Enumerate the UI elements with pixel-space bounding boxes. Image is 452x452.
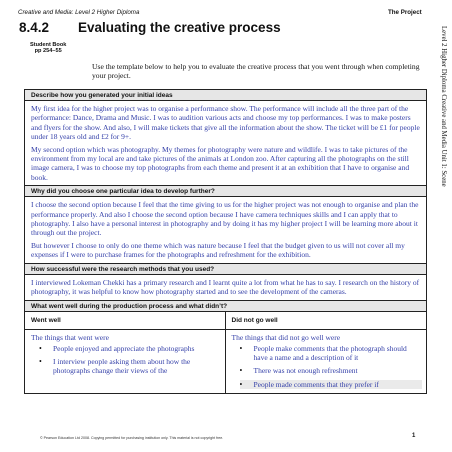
answer-paragraph: I interviewed Lokeman Chekki has a primary research and I learnt quite a lot from what he has to say. I research on the history of photography, it was helpful to know how photography started and to see the development of the cameras. — [31, 277, 420, 297]
question-prompt: Describe how you generated your initial ideas — [25, 90, 426, 101]
running-header-right: The Project — [388, 9, 422, 16]
answer-cell[interactable] — [25, 101, 426, 186]
section-number: 8.4.2 — [19, 20, 50, 35]
production-evaluation-split — [25, 312, 426, 393]
not-well-column[interactable] — [226, 312, 427, 393]
question-prompt: Why did you choose one particular idea to develop further? — [25, 186, 426, 197]
page-number: 1 — [412, 433, 416, 439]
list-item — [240, 344, 423, 362]
reference-line-1: Student Book — [30, 42, 67, 48]
instructions-text: Use the template below to help you to evaluate the creative process that you went through when completing your project. — [92, 62, 420, 81]
answer-cell[interactable] — [25, 197, 426, 263]
answer-paragraph: I choose the second option because I feel that the time giving to us for the higher project was not enough to organise and plan the performance properly. And also I choose the second option because I have camera techniques skills and I can apply that to photography. I also have a personal interest in photography and by doing it has my higher project I will be learning more about it through out the project. — [31, 200, 419, 238]
bullet-icon: • — [39, 357, 42, 367]
bullet-icon: • — [239, 343, 243, 353]
question-prompt: What went well during the production process and what didn’t? — [25, 301, 426, 312]
list-item — [240, 366, 423, 375]
bullet-icon: • — [239, 379, 243, 389]
list-item — [39, 357, 221, 375]
not-well-list — [226, 342, 427, 389]
list-item-text: People enjoyed and appreciate the photographs — [53, 343, 195, 353]
student-book-reference — [30, 42, 66, 55]
not-well-intro: The things that did not go well were — [231, 332, 341, 342]
list-item — [39, 344, 221, 353]
went-well-list — [25, 342, 225, 376]
copyright-footer: © Pearson Education Ltd 2008. Copying permitted for purchasing institution only. This material is not copyright free. — [40, 436, 224, 440]
vertical-sidebar — [437, 26, 447, 266]
question-prompt: How successful were the research methods that you used? — [25, 264, 426, 275]
section-title: Evaluating the creative process — [78, 20, 281, 35]
not-well-heading: Did not go well — [226, 312, 427, 330]
answer-paragraph: My second option which was photography. My themes for photography were nature and wildlife. I was to take pictures of the environment from my local are and take pictures of the animals at London zoo. After capturing all the photographs on the still image camera, I was to choose my top photographs from each theme and present it at an exhibition that I have to organise and book. — [31, 144, 410, 182]
answer-paragraph: My first idea for the higher project was to organise a performance show. The performance will include all the three part of the performance: Dance, Drama and Music. I was to audition various acts and choose my top performances. I was to make posters and flyers for the show. And also, I will make tickets that give all the information about the show. The ticket will be £1 for people under 18 years old and £2 for 9+. — [31, 104, 420, 142]
list-item-text: I interview people asking them about how the photographs change their views of the — [53, 357, 191, 376]
list-item-text: There was not enough refreshment — [253, 366, 358, 376]
bullet-icon: • — [239, 366, 243, 376]
list-item-text: People make comments that the photograph should have a name and a description of it — [253, 343, 407, 363]
reference-line-2: pp 254–55 — [34, 48, 62, 55]
list-item — [240, 380, 423, 389]
went-well-heading: Went well — [25, 312, 225, 330]
answer-paragraph: But however I choose to only do one theme which was nature because I feel that the budget given to us will not cover all my expenses if I were to purchase frames for the photographs and refreshment for the exhibition. — [31, 240, 405, 260]
running-header-left: Creative and Media: Level 2 Higher Diploma — [18, 9, 140, 16]
evaluation-template-table — [24, 89, 427, 394]
went-well-column[interactable] — [25, 312, 226, 393]
sidebar-unit-title: Level 2 Higher Diploma Creative and Media Unit 1: Scene — [440, 26, 447, 187]
list-item-text: People made comments that they prefer if — [253, 379, 379, 389]
went-well-intro: The things that went were — [31, 332, 109, 342]
answer-cell[interactable] — [25, 275, 426, 301]
bullet-icon: • — [39, 343, 42, 353]
